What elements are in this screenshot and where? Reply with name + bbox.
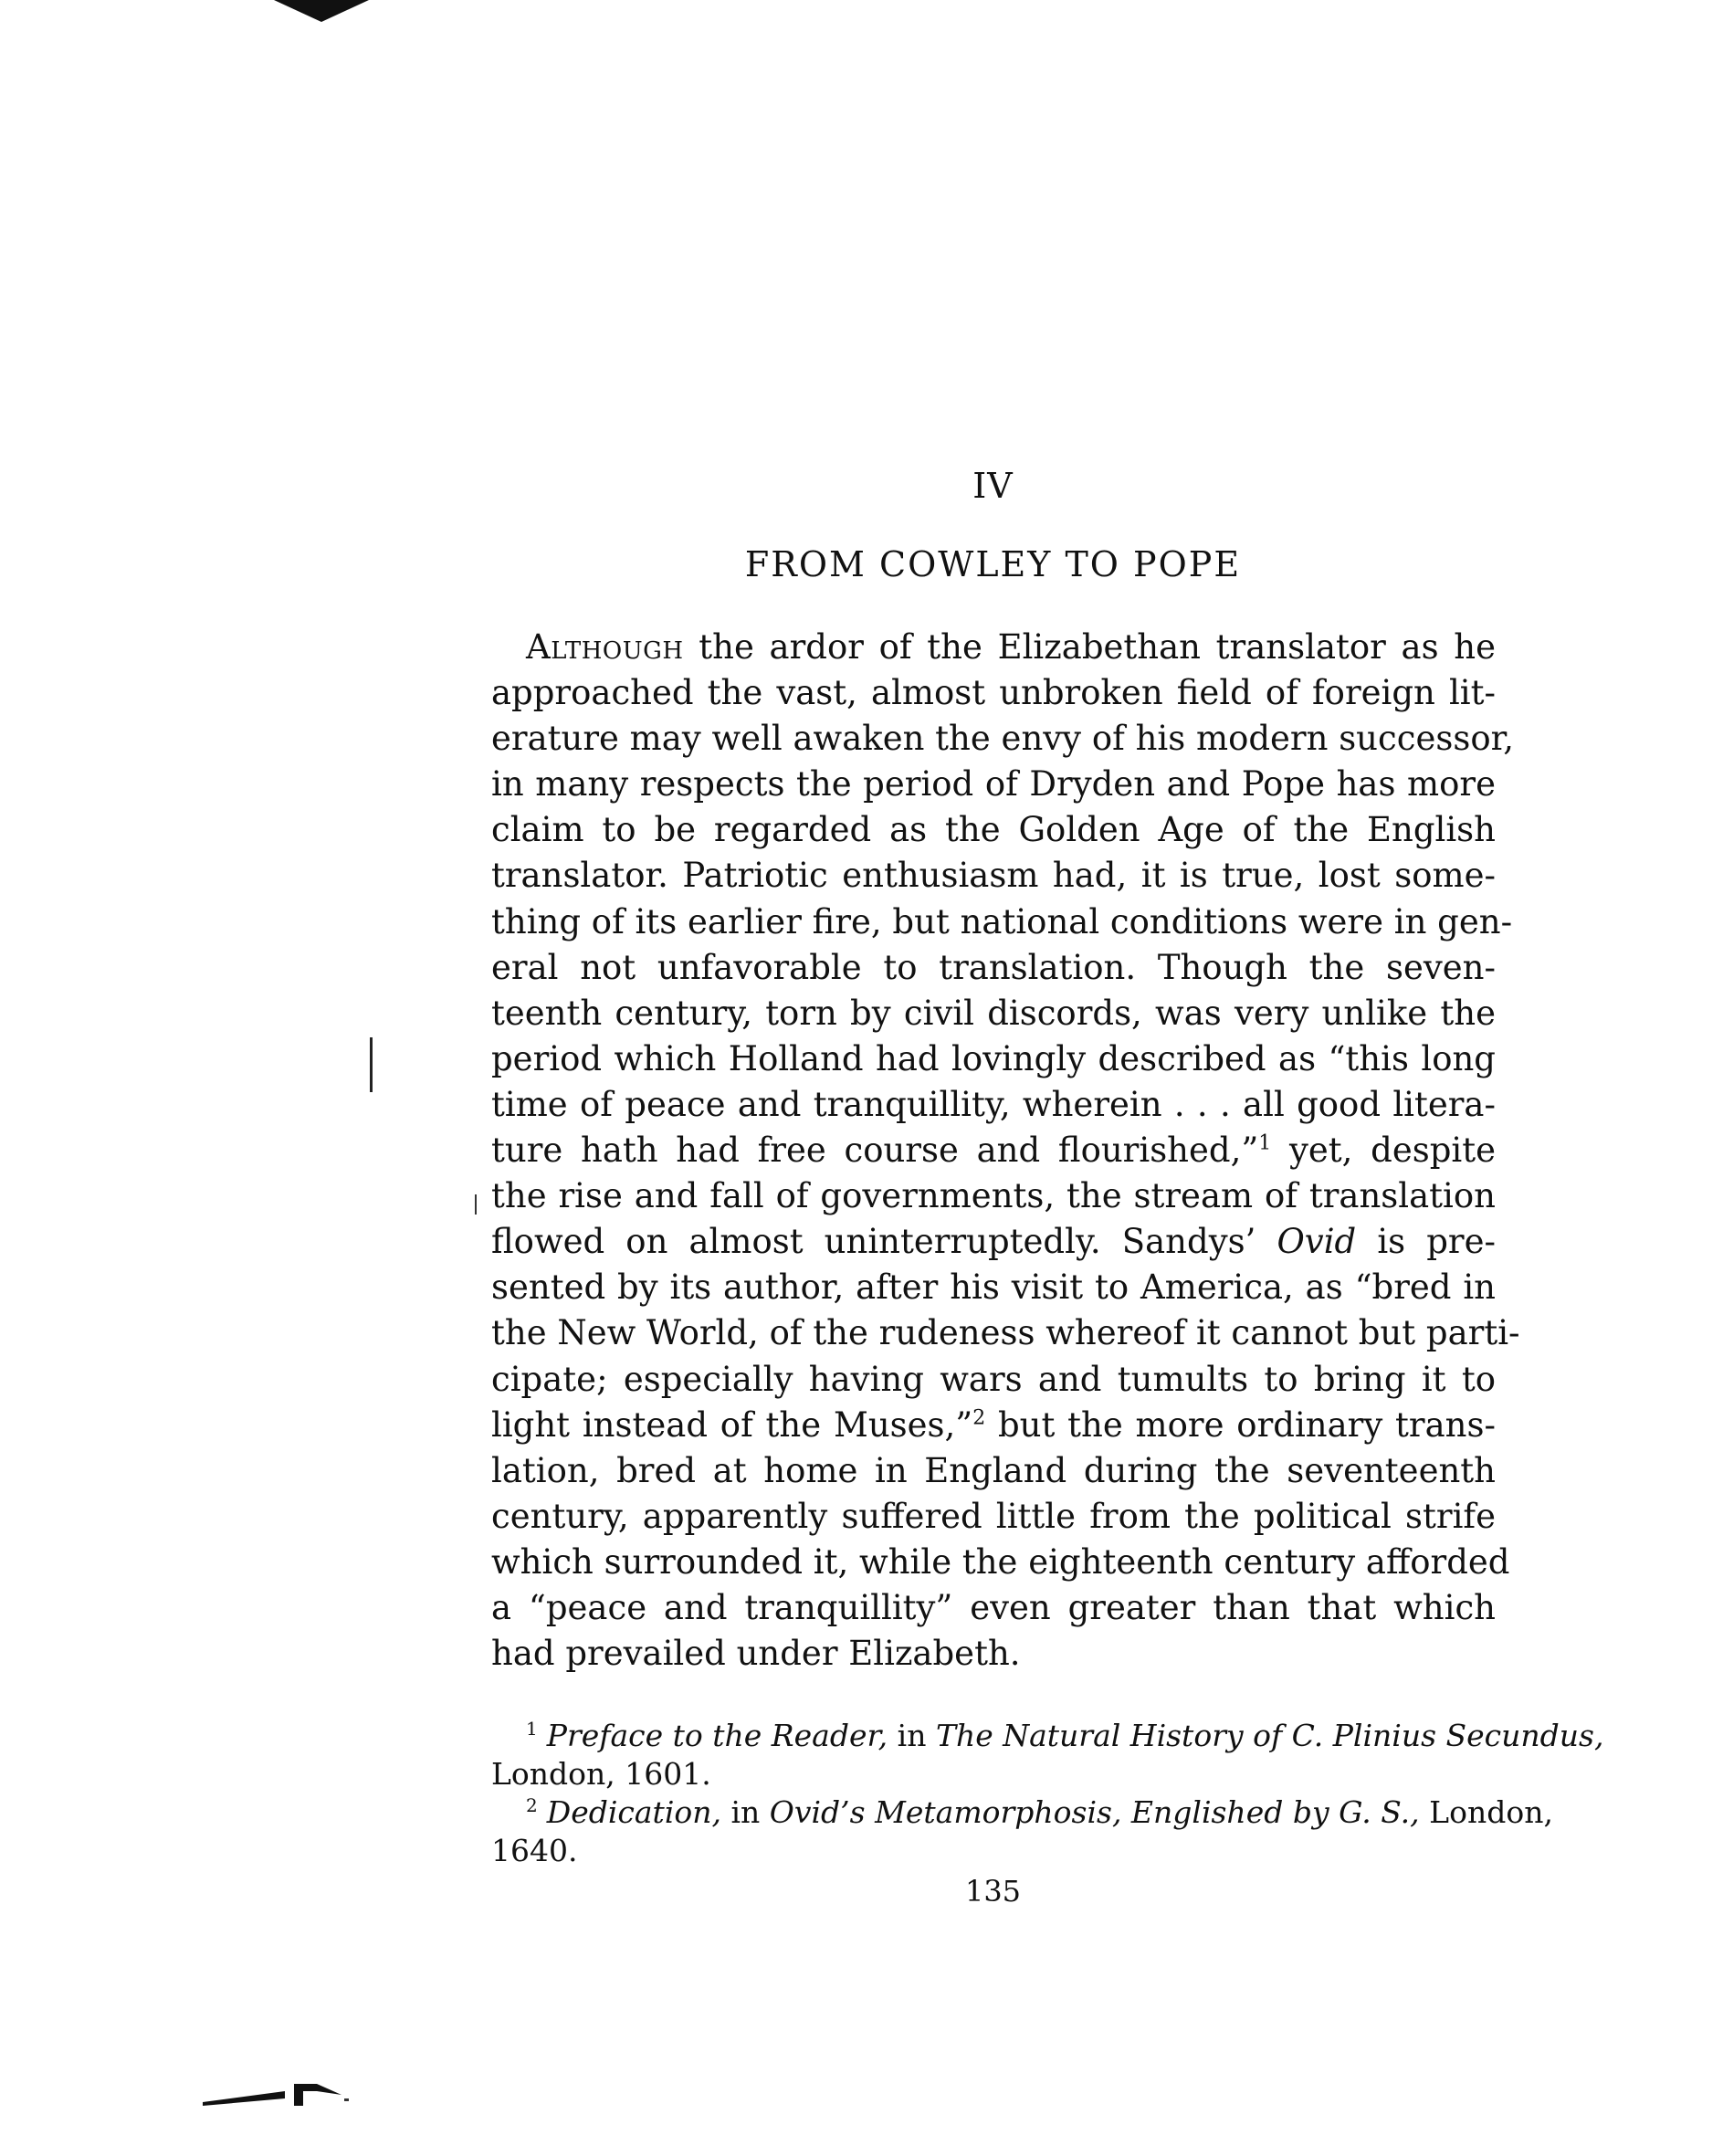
body-line: flowed on almost uninterruptedly. Sandys’ Ovid is pre- [491,1222,1496,1262]
body-line: century, apparently suffered little from the political strife [491,1496,1496,1536]
body-line: the rise and fall of governments, the stream of translation [491,1176,1496,1216]
chapter-body [491,625,1520,1677]
chapter-number: IV [972,466,1014,506]
body-line: time of peace and tranquillity, wherein . . . all good litera- [491,1084,1496,1124]
body-line: teenth century, torn by civil discords, was very unlike the [491,993,1496,1033]
body-line: erature may well awaken the envy of his modern successor, [491,719,1514,759]
body-line: thing of its earlier fire, but national conditions were in gen- [491,901,1513,941]
body-line: ture hath had free course and flourished,”$^1$ yet, despite [491,1131,1496,1171]
body-line: period which Holland had lovingly described as “this long [491,1038,1496,1078]
lead-word: Although [526,627,684,667]
footnote-ref-2: 2 [972,1406,986,1430]
margin-tick [475,1194,477,1215]
body-line: cipate; especially having wars and tumults to bring it to [491,1359,1496,1399]
scan-edge-mark [274,0,369,22]
footnote-ref-1: 1 [1258,1131,1272,1155]
body-line: the New World, of the rudeness whereof it cannot but parti- [491,1313,1520,1353]
footnote-2-cont: 1640. [491,1833,578,1868]
footnote-1-cont: London, 1601. [491,1756,711,1792]
body-line: had prevailed under Elizabeth. [491,1634,1021,1674]
body-line: in many respects the period of Dryden and Pope has more [491,764,1496,805]
body-line: translator. Patriotic enthusiasm had, it is true, lost some- [491,856,1496,896]
footnote-1: $^1$ Preface to the Reader, in The Natural History of C. Plinius Secundus, [526,1718,1604,1753]
body-line: lation, bred at home in England during the seventeenth [491,1450,1496,1490]
scan-bottom-mark [203,2071,349,2108]
body-line: sented by its author, after his visit to America, as “bred in [491,1267,1496,1308]
body-line: approached the vast, almost unbroken field of foreign lit- [491,673,1496,713]
body-line: which surrounded it, while the eighteenth century afforded [491,1541,1510,1582]
footnotes [491,1717,1604,1870]
body-line: a “peace and tranquillity” even greater than that which [491,1587,1496,1627]
chapter-title: FROM COWLEY TO POPE [744,544,1242,584]
body-line: claim to be regarded as the Golden Age of the English [491,810,1496,850]
body-line: Although the ardor of the Elizabethan translator as he [526,627,1496,667]
body-line: light instead of the Muses,”$^2$ but the more ordinary trans- [491,1404,1496,1445]
body-line: eral not unfavorable to translation. Though the seven- [491,947,1496,987]
ovid-italic: Ovid [1276,1222,1357,1262]
page-number: 135 [964,1874,1022,1909]
footnote-2: $^2$ Dedication, in Ovid’s Metamorphosis, Englished by G. S., London, [526,1794,1553,1830]
margin-mark [370,1037,373,1092]
